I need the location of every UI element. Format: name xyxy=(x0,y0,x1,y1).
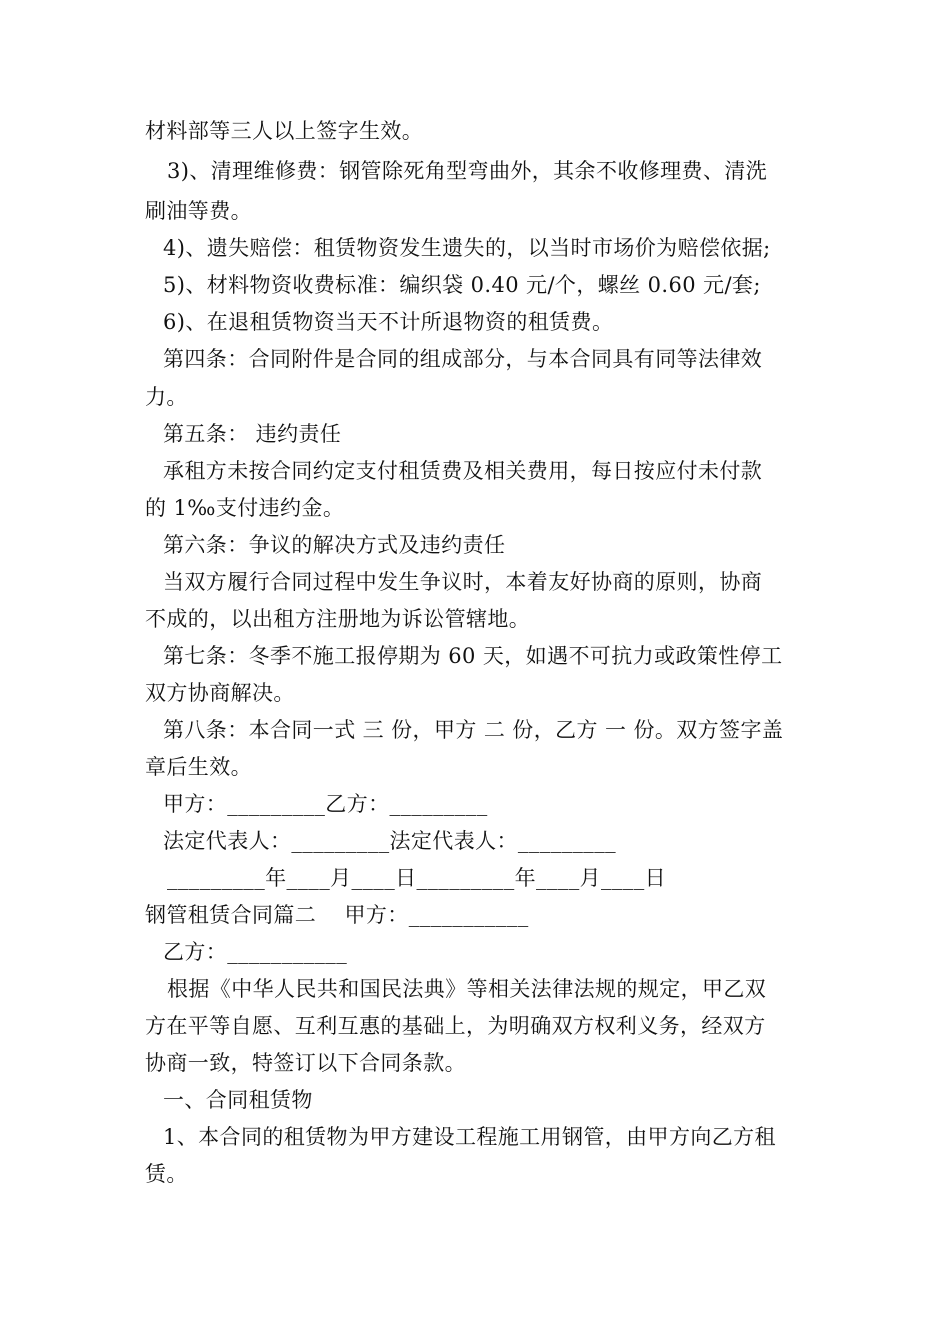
signature-line: 甲方：_________乙方：_________ xyxy=(163,792,488,816)
paragraph-line: 第七条：冬季不施工报停期为 60 天，如遇不可抗力或政策性停工 xyxy=(163,644,783,668)
paragraph-line: 不成的，以出租方注册地为诉讼管辖地。 xyxy=(145,607,531,631)
paragraph-line: 材料部等三人以上签字生效。 xyxy=(145,119,424,143)
paragraph-line: 力。 xyxy=(145,385,188,409)
paragraph-line: 第八条：本合同一式 三 份，甲方 二 份，乙方 一 份。双方签字盖 xyxy=(163,718,784,742)
paragraph-line: 章后生效。 xyxy=(145,755,252,779)
paragraph-line: 承租方未按合同约定支付租赁费及相关费用，每日按应付未付款 xyxy=(163,459,763,483)
section-heading: 钢管租赁合同篇二 甲方：___________ xyxy=(145,903,529,927)
paragraph-line: 根据《中华人民共和国民法典》等相关法律法规的规定，甲乙双 xyxy=(167,977,767,1001)
paragraph-line: 第四条：合同附件是合同的组成部分，与本合同具有同等法律效 xyxy=(163,347,763,371)
date-line: _________年____月____日_________年____月____日 xyxy=(167,866,666,890)
paragraph-line: 4)、遗失赔偿：租赁物资发生遗失的，以当时市场价为赔偿依据; xyxy=(163,236,771,260)
paragraph-line: 赁。 xyxy=(145,1162,188,1186)
paragraph-line: 协商一致，特签订以下合同条款。 xyxy=(145,1051,466,1075)
paragraph-line: 6)、在退租赁物资当天不计所退物资的租赁费。 xyxy=(163,310,614,334)
paragraph-line: 的 1‰支付违约金。 xyxy=(145,496,345,520)
paragraph-line: 第六条：争议的解决方式及违约责任 xyxy=(163,533,506,557)
paragraph-line: 5)、材料物资收费标准：编织袋 0.40 元/个，螺丝 0.60 元/套; xyxy=(163,273,761,297)
paragraph-line: 刷油等费。 xyxy=(145,199,252,223)
paragraph-line: 方在平等自愿、互利互惠的基础上，为明确双方权利义务，经双方 xyxy=(145,1014,766,1038)
paragraph-line: 1、本合同的租赁物为甲方建设工程施工用钢管，由甲方向乙方租 xyxy=(163,1125,776,1149)
signature-line: 乙方：___________ xyxy=(163,940,348,964)
paragraph-line: 3)、清理维修费：钢管除死角型弯曲外，其余不收修理费、清洗 xyxy=(167,159,768,183)
paragraph-line: 双方协商解决。 xyxy=(145,681,295,705)
paragraph-line: 第五条： 违约责任 xyxy=(163,422,342,446)
paragraph-line: 当双方履行合同过程中发生争议时，本着友好协商的原则，协商 xyxy=(163,570,763,594)
paragraph-line: 一、合同租赁物 xyxy=(163,1088,313,1112)
signature-line: 法定代表人：_________法定代表人：_________ xyxy=(163,829,616,853)
